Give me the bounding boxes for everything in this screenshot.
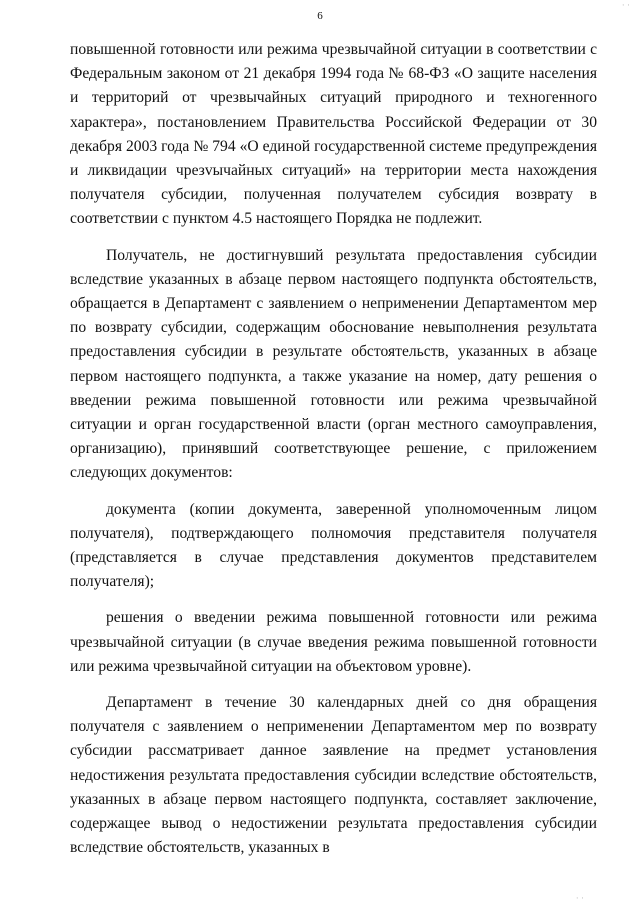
page-number: 6: [317, 10, 323, 22]
paragraph-department-review: Департамент в течение 30 календарных дней со дня обращения получателя с заявлением о неприменении Департаментом мер по возврату субсидии рассматривает данное заявление на предмет установления недостижения результата предоставления субсидии вследствие обстоятельств, указанных в абзаце первом настоящего подпункта, составляет заключение, содержащее вывод о недостижении результата предоставления субсидии вследствие обстоятельств, указанных в: [70, 694, 597, 857]
scan-artifact-mark: · ·: [621, 0, 630, 10]
scan-artifact-mark: · ·: [575, 893, 584, 903]
paragraph-document-item-2: решения о введении режима повышенной готовности или режима чрезвычайной ситуации (в случае введения режима повышенной готовности или режима чрезвычайной ситуации на объектовом уровне).: [70, 609, 597, 675]
document-body: [70, 38, 597, 861]
paragraph-recipient-application: Получатель, не достигнувший результата предоставления субсидии вследствие указанных в абзаце первом настоящего подпункта обстоятельств, обращается в Департамент с заявлением о неприменении Департаментом мер по возврату субсидии, содержащим обоснование невыполнения результата предоставления субсидии в результате обстоятельств, указанных в абзаце первом настоящего подпункта, а также указание на номер, дату решения о введении режима повышенной готовности или режима чрезвычайной ситуации и орган государственной власти (орган местного самоуправления, организацию), принявший соответствующее решение, с приложением следующих документов:: [70, 246, 597, 482]
paragraph-document-item-1: документа (копии документа, заверенной уполномоченным лицом получателя), подтверждающего полномочия представителя получателя (представляется в случае представления документов представителем получателя);: [70, 500, 597, 591]
paragraph-continuation: повышенной готовности или режима чрезвычайной ситуации в соответствии с Федеральным законом от 21 декабря 1994 года № 68-ФЗ «О защите населения и территорий от чрезвычайных ситуаций природного и техногенного характера», постановлением Правительства Российской Федерации от 30 декабря 2003 года № 794 «О единой государственной системе предупреждения и ликвидации чрезvычайных ситуаций» на территории места нахождения получателя субсидии, полученная получателем субсидия возврату в соответствии с пунктом 4.5 настоящего Порядка не подлежит.: [70, 41, 597, 228]
